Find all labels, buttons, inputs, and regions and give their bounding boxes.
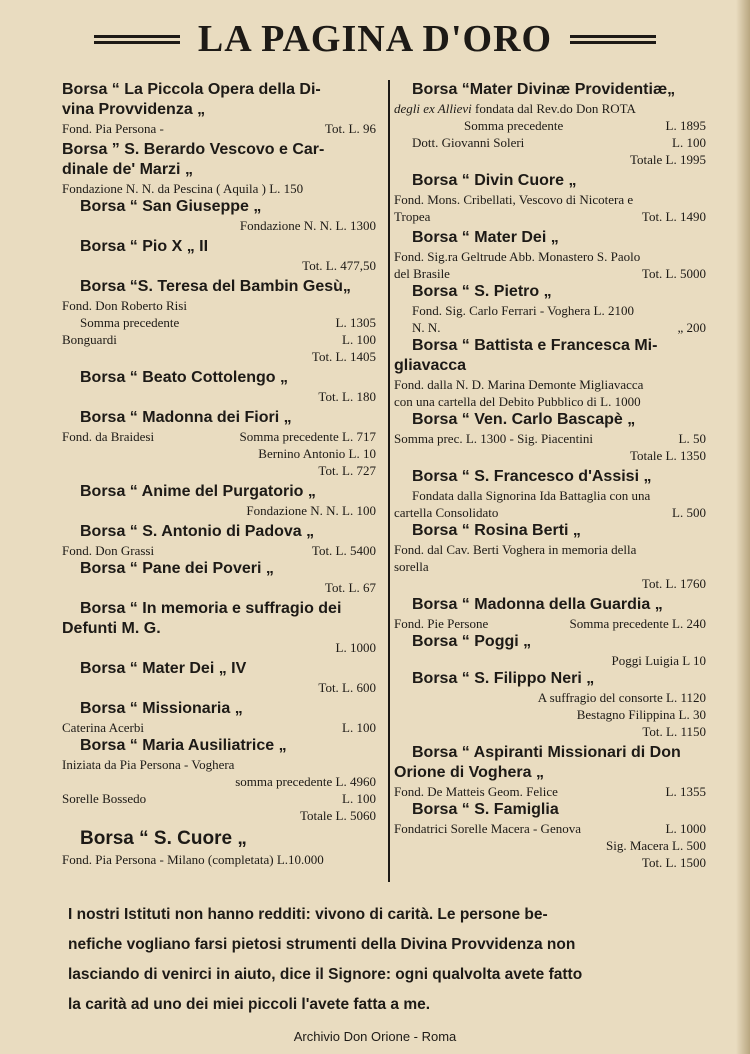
entry-line <box>394 854 706 871</box>
appeal-line: lasciando di venirci in aiuto, dice il Signore: ogni qualvolta avete fatto <box>68 966 583 983</box>
entry-heading: Borsa “ S. Cuore „ <box>80 828 247 849</box>
entry-heading: gliavacca <box>394 357 467 374</box>
entry-heading: Borsa “ Divin Cuore „ <box>412 172 577 189</box>
entry-total: Tot. L. 67 <box>324 580 376 595</box>
entry-amount: Somma precedente L. 240 <box>569 616 706 631</box>
entry-heading: Borsa “ Pane dei Poveri „ <box>80 560 274 577</box>
entry-amount: Fondazione N. N. L. 100 <box>246 503 376 518</box>
entry-line: Fondata dalla Signorina Ida Battaglia con una <box>412 488 651 503</box>
entry-heading: Borsa “ In memoria e suffragio dei <box>80 600 342 617</box>
entry-heading: Borsa “S. Teresa del Bambin Gesù„ <box>80 278 351 295</box>
entry-heading: Borsa “ Mater Dei „ <box>412 229 559 246</box>
entry-total: Tot. L. 5400 <box>311 543 376 558</box>
entry-line <box>62 807 376 824</box>
entry-line <box>62 428 376 445</box>
entry-amount: L. 1895 <box>665 118 706 133</box>
entry-line <box>394 575 706 592</box>
column-divider <box>388 80 390 882</box>
entry-heading: Borsa “ Rosina Berti „ <box>412 522 581 539</box>
entry-line <box>62 579 376 596</box>
entry-total: Totale L. 1995 <box>630 152 706 167</box>
entry-donor: Sorelle Bossedo <box>62 791 147 806</box>
entry-amount: L. 500 <box>672 505 706 520</box>
entry-line: sorella <box>394 559 429 574</box>
entry-amount: Bernino Antonio L. 10 <box>258 446 376 461</box>
title-rule-left <box>94 35 180 44</box>
entry-line <box>62 388 376 405</box>
archive-credit: Archivio Don Orione - Roma <box>293 1029 457 1044</box>
entry-line <box>394 151 706 168</box>
entry-heading: Borsa “ Battista e Francesca Mi- <box>412 337 658 354</box>
page-title: LA PAGINA D'ORO <box>197 18 553 60</box>
entry-amount: L. 1355 <box>665 784 706 799</box>
entry-line <box>394 689 706 706</box>
entry-heading: Borsa “ Madonna dei Fiori „ <box>80 409 292 426</box>
entry-line <box>62 445 376 462</box>
entry-line <box>62 502 376 519</box>
entry-amount: „ 200 <box>677 320 706 335</box>
entry-note: degli ex Allievi <box>394 101 472 116</box>
entry-line <box>394 837 706 854</box>
entry-total: Tot. L. 1760 <box>641 576 706 591</box>
entry-line <box>62 639 376 656</box>
entry-line <box>394 265 706 282</box>
entry-line <box>394 447 706 464</box>
entry-line: Fondazione N. N. da Pescina ( Aquila ) L. 150 <box>62 181 304 196</box>
entry-donor: Fond. De Matteis Geom. Felice <box>394 784 558 799</box>
entry-amount: L. 1305 <box>335 315 376 330</box>
entry-line: Fond. Pia Persona - Milano (completata) L.10.000 <box>62 852 324 867</box>
entry-amount: L. 100 <box>672 135 706 150</box>
entry-donor: Dott. Giovanni Soleri <box>412 135 525 150</box>
entry-amount: L. 100 <box>342 332 376 347</box>
entry-amount: Poggi Luigia L 10 <box>611 653 706 668</box>
entry-heading: Borsa “ Missionaria „ <box>80 700 243 717</box>
entry-amount: L. 1000 <box>335 640 376 655</box>
entry-line <box>394 134 706 151</box>
right-column <box>394 80 706 871</box>
entry-line <box>62 257 376 274</box>
entry-line <box>394 723 706 740</box>
entry-line <box>62 331 376 348</box>
entry-amount: somma precedente L. 4960 <box>235 774 376 789</box>
entry-heading: Borsa “ Aspiranti Missionari di Don <box>412 744 681 761</box>
entry-heading: Borsa “ Anime del Purgatorio „ <box>80 483 316 500</box>
entry-donor: Tropea <box>394 209 431 224</box>
entry-heading: Borsa “ S. Pietro „ <box>412 283 552 300</box>
entry-amount: Fondazione N. N. L. 1300 <box>239 218 376 233</box>
entry-donor: del Brasile <box>394 266 450 281</box>
entry-heading: vina Provvidenza „ <box>62 101 206 118</box>
entry-line <box>394 117 706 134</box>
entry-total: Totale L. 5060 <box>300 808 376 823</box>
entry-line: Fond. dalla N. D. Marina Demonte Migliavacca <box>394 377 644 392</box>
title-row <box>0 14 750 64</box>
entry-total: Tot. L. 1405 <box>311 349 376 364</box>
entry-donor: Fond. Pie Persone <box>394 616 489 631</box>
entry-line: Fond. Sig. Carlo Ferrari - Voghera L. 2100 <box>412 303 634 318</box>
entry-amount: L. 100 <box>342 720 376 735</box>
entry-heading: Borsa “ Poggi „ <box>412 633 532 650</box>
entry-heading: Borsa “ Ven. Carlo Bascapè „ <box>412 411 636 428</box>
entry-label: Somma precedente <box>464 118 564 133</box>
entry-heading: Borsa ” S. Berardo Vescovo e Car- <box>62 141 325 158</box>
entry-amount: Sig. Macera L. 500 <box>605 838 706 853</box>
entry-line <box>62 719 376 736</box>
entry-total: Tot. L. 1500 <box>641 855 706 870</box>
entry-line <box>394 706 706 723</box>
entry-line <box>394 820 706 837</box>
appeal-line: nefiche vogliano farsi pietosi strumenti della Divina Provvidenza non <box>68 936 576 953</box>
entry-donor: N. N. <box>412 320 441 335</box>
entry-line <box>394 615 706 632</box>
entry-donor: Somma prec. L. 1300 - Sig. Piacentini <box>394 431 593 446</box>
entry-amount: Tot. L. 477,50 <box>302 258 376 273</box>
entry-line <box>62 542 376 559</box>
entry-amount: L. 50 <box>678 431 706 446</box>
entry-donor: cartella Consolidato <box>394 505 499 520</box>
appeal-line: la carità ad uno dei miei piccoli l'avete fatta a me. <box>68 996 431 1013</box>
entry-line <box>62 773 376 790</box>
entry-total: Tot. L. 180 <box>318 389 376 404</box>
entry-line <box>394 783 706 800</box>
entry-line <box>62 790 376 807</box>
entry-donor: Caterina Acerbi <box>62 720 144 735</box>
entry-donor: Fondatrici Sorelle Macera - Genova <box>394 821 581 836</box>
entry-line: Fond. dal Cav. Berti Voghera in memoria della <box>394 542 637 557</box>
entry-line: Fond. Sig.ra Geltrude Abb. Monastero S. Paolo <box>394 249 641 264</box>
entry-heading: Orione di Voghera „ <box>394 764 544 781</box>
appeal-paragraph <box>68 900 710 1020</box>
entry-line <box>62 679 376 696</box>
entry-donor: fondata dal Rev.do Don ROTA <box>474 101 636 116</box>
left-column <box>62 80 376 868</box>
entry-heading: Borsa “ S. Antonio di Padova „ <box>80 523 315 540</box>
entry-amount: Somma precedente L. 717 <box>239 429 376 444</box>
entry-line: Fond. Don Roberto Risi <box>62 298 187 313</box>
entry-line <box>62 120 376 137</box>
entry-heading: Borsa “ S. Filippo Neri „ <box>412 670 595 687</box>
entry-line <box>62 217 376 234</box>
entry-line: con una cartella del Debito Pubblico di L. 1000 <box>394 394 641 409</box>
entry-donor: Fond. da Braidesi <box>62 429 155 444</box>
entry-total: Tot. L. 1150 <box>642 724 706 739</box>
entry-heading: Borsa “Mater Divinæ Providentiæ„ <box>412 81 676 98</box>
entry-total: Tot. L. 5000 <box>641 266 706 281</box>
entry-donor: Bonguardi <box>62 332 117 347</box>
entry-heading: Borsa “ Maria Ausiliatrice „ <box>80 737 287 754</box>
entry-line <box>394 208 706 225</box>
entry-heading: Borsa “ Mater Dei „ IV <box>80 660 247 677</box>
entry-line <box>394 504 706 521</box>
entry-heading: Defunti M. G. <box>62 620 161 637</box>
entry-heading: Borsa “ Pio X „ II <box>80 238 209 255</box>
entry-total: Totale L. 1350 <box>630 448 706 463</box>
entry-heading: dinale de' Marzi „ <box>62 161 193 178</box>
page-edge-shadow <box>736 0 750 1054</box>
entry-amount: L. 100 <box>342 791 376 806</box>
entry-line <box>62 348 376 365</box>
entry-heading: Borsa “ Madonna della Guardia „ <box>412 596 663 613</box>
entry-heading: Borsa “ S. Famiglia <box>412 801 559 818</box>
entry-amount: A suffragio del consorte L. 1120 <box>537 690 706 705</box>
title-rule-right <box>570 35 656 44</box>
entry-donor: Fond. Don Grassi <box>62 543 155 558</box>
entry-line: Iniziata da Pia Persona - Voghera <box>62 757 235 772</box>
entry-line <box>62 462 376 479</box>
entry-line <box>394 319 706 336</box>
entry-heading: Borsa “ S. Francesco d'Assisi „ <box>412 468 652 485</box>
appeal-line: I nostri Istituti non hanno redditi: vivono di carità. Le persone be- <box>68 906 548 923</box>
entry-amount: L. 1000 <box>665 821 706 836</box>
entry-line <box>394 430 706 447</box>
entry-label: Somma precedente <box>80 315 180 330</box>
entry-line <box>394 100 706 117</box>
entry-heading: Borsa “ La Piccola Opera della Di- <box>62 81 321 98</box>
entry-line: Fond. Mons. Cribellati, Vescovo di Nicotera e <box>394 192 634 207</box>
entry-heading: Borsa “ Beato Cottolengo „ <box>80 369 289 386</box>
entry-total: Tot. L. 600 <box>318 680 376 695</box>
entry-line <box>394 652 706 669</box>
entry-heading: Borsa “ San Giuseppe „ <box>80 198 262 215</box>
entry-total: Tot. L. 727 <box>318 463 376 478</box>
entry-line <box>62 314 376 331</box>
entry-donor: Fond. Pia Persona - <box>62 121 164 136</box>
entry-amount: Tot. L. 96 <box>324 121 376 136</box>
entry-total: Tot. L. 1490 <box>641 209 706 224</box>
entry-amount: Bestagno Filippina L. 30 <box>576 707 706 722</box>
